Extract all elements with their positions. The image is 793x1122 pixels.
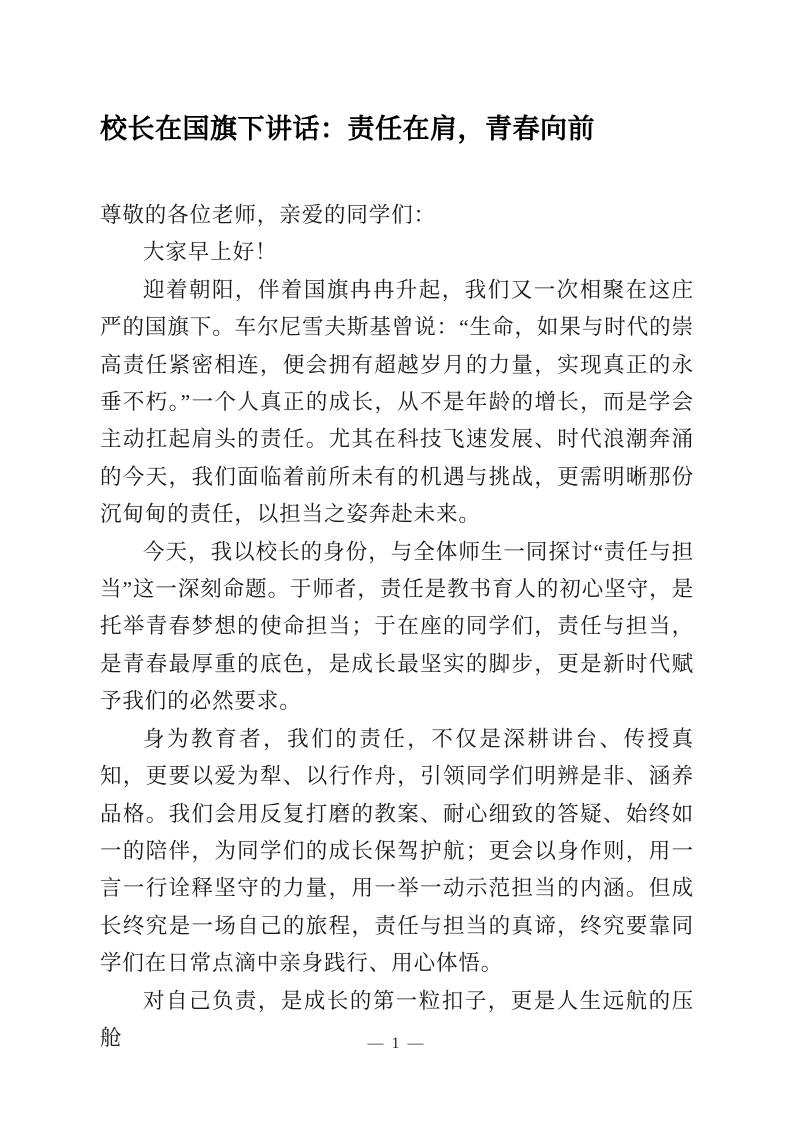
paragraph-salutation: 尊敬的各位老师，亲爱的同学们： bbox=[100, 203, 437, 227]
paragraph-greeting: 大家早上好！ bbox=[143, 240, 278, 265]
title-block bbox=[100, 0, 694, 149]
paragraph-educators: 身为教育者，我们的责任，不仅是深耕讲台、传授真知，更要以爱为犁、以行作舟，引领同学们明辨是非、涵养品格。我们会用反复打磨的教案、耐心细致的答疑、始终如一的陪伴，为同学们的成长保驾护航；更会以身作则，用一言一行诠释坚守的力量，用一举一动示范担当的内涵。但成长终究是一场自己的旅程，责任与担当的真谛，终究要靠同学们在日常点滴中亲身践行、用心体悟。 bbox=[100, 726, 694, 976]
page-number-footer: — 1 — bbox=[367, 1035, 426, 1052]
paragraph-opening: 迎着朝阳，伴着国旗冉冉升起，我们又一次相聚在这庄严的国旗下。车尔尼雪夫斯基曾说：“生命，如果与时代的崇高责任紧密相连，便会拥有超越岁月的力量，实现真正的永垂不朽。”一个人真正的成长，从不是年龄的增长，而是学会主动扛起肩头的责任。尤其在科技飞速发展、时代浪潮奔涌的今天，我们面临着前所未有的机遇与挑战，更需明晰那份沉甸甸的责任，以担当之姿奔赴未来。 bbox=[100, 277, 694, 527]
body-text bbox=[100, 149, 694, 1057]
paragraph-theme: 今天，我以校长的身份，与全体师生一同探讨“责任与担当”这一深刻命题。于师者，责任是教书育人的初心坚守，是托举青春梦想的使命担当；于在座的同学们，责任与担当，是青春最厚重的底色，是成长最坚实的脚步，更是新时代赋予我们的必然要求。 bbox=[100, 539, 694, 714]
page-title: 校长在国旗下讲话：责任在肩，青春向前 bbox=[100, 114, 595, 144]
paragraph-self-responsibility: 对自己负责，是成长的第一粒扣子，更是人生远航的压舱 bbox=[100, 988, 694, 1050]
document-content bbox=[100, 0, 694, 1057]
